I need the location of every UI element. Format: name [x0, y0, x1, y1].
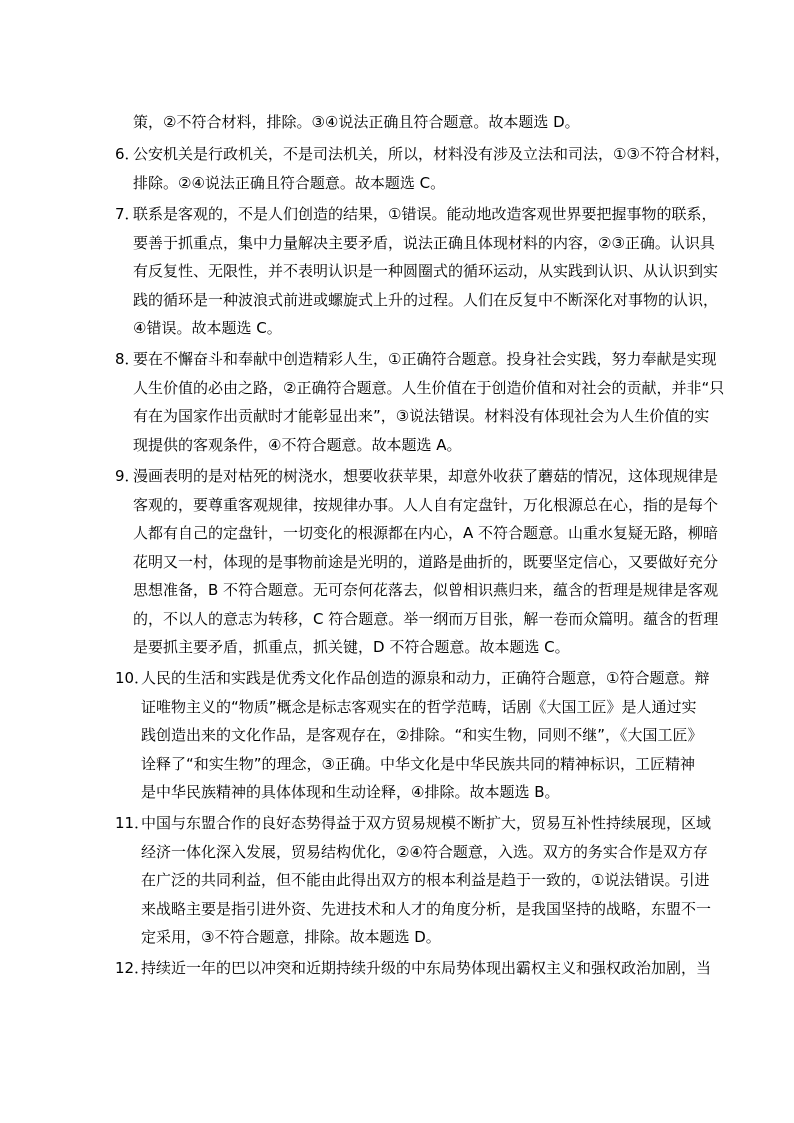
text-line: 中国与东盟合作的良好态势得益于双方贸易规模不断扩大，贸易互补性持续展现，区域 [141, 814, 712, 832]
text-line: 人都有自己的定盘针，一切变化的根源都在内心，A 不符合题意。山重水复疑无路，柳暗 [133, 524, 719, 542]
question-number: 11． [115, 814, 150, 832]
question-number: 7． [115, 205, 140, 223]
text-line: 要在不懈奋斗和奉献中创造精彩人生，①正确符合题意。投身社会实践，努力奉献是实现 [133, 350, 717, 368]
text-line: 诠释了“和实生物”的理念，③正确。中华文化是中华民族共同的精神标识，工匠精神 [141, 755, 695, 773]
text-line: 要善于抓重点，集中力量解决主要矛盾，说法正确且体现材料的内容，②③正确。认识具 [133, 234, 715, 252]
text-line: 证唯物主义的“物质”概念是标志客观实在的哲学范畴，话剧《大国工匠》是人通过实 [141, 698, 697, 716]
text-line: 思想准备，B 不符合题意。无可奈何花落去，似曾相识燕归来，蕴含的哲理是规律是客观 [133, 581, 719, 599]
text-line: 人民的生活和实践是优秀文化作品创造的源泉和动力，正确符合题意，①符合题意。辩 [141, 669, 710, 687]
text-line: 来战略主要是指引进外资、先进技术和人才的角度分析，是我国坚持的战略，东盟不一 [141, 900, 712, 918]
question-number: 9． [115, 467, 140, 485]
text-line: 是中华民族精神的具体体现和生动诠释，④排除。故本题选 B。 [141, 783, 560, 801]
text-line: 践的循环是一种波浪式前进或螺旋式上升的过程。人们在反复中不断深化对事物的认识， [133, 291, 719, 309]
question-number: 10． [115, 669, 150, 687]
text-line: 在广泛的共同利益，但不能由此得出双方的根本利益是趋于一致的，①说法错误。引进 [141, 871, 710, 889]
text-line: 花明又一村，体现的是事物前途是光明的，道路是曲折的，既要坚定信心，又要做好充分 [133, 553, 719, 571]
text-line: 排除。②④说法正确且符合题意。故本题选 C。 [133, 174, 446, 192]
text-line: 有反复性、无限性，并不表明认识是一种圆圈式的循环运动，从实践到认识、从认识到实 [133, 262, 719, 280]
text-line: 有在为国家作出贡献时才能彰显出来”，③说法错误。材料没有体现社会为人生价值的实 [133, 407, 710, 425]
text-line: 是要抓主要矛盾，抓重点，抓关键，D 不符合题意。故本题选 C。 [133, 638, 570, 656]
question-number: 6． [115, 145, 140, 163]
text-line: 定采用，③不符合题意，排除。故本题选 D。 [141, 928, 441, 946]
text-line: 持续近一年的巴以冲突和近期持续升级的中东局势体现出霸权主义和强权政治加剧，当 [141, 959, 712, 977]
question-number: 8． [115, 350, 140, 368]
text-line: 策，②不符合材料，排除。③④说法正确且符合题意。故本题选 D。 [133, 113, 580, 131]
text-line: ④错误。故本题选 C。 [133, 319, 282, 337]
text-line: 践创造出来的文化作品，是客观存在，②排除。“和实生物，同则不继”，《大国工匠》 [141, 726, 703, 744]
text-line: 的，不以人的意志为转移，C 符合题意。举一纲而万目张，解一卷而众篇明。蕴含的哲理 [133, 610, 719, 628]
question-number: 12． [115, 959, 150, 977]
text-line: 现提供的客观条件，④不符合题意。故本题选 A。 [133, 436, 462, 454]
text-line: 联系是客观的，不是人们创造的结果，①错误。能动地改造客观世界要把握事物的联系， [133, 205, 717, 223]
text-line: 人生价值的必由之路，②正确符合题意。人生价值在于创造价值和对社会的贡献，并非“只 [133, 379, 725, 397]
text-line: 公安机关是行政机关，不是司法机关，所以，材料没有涉及立法和司法，①③不符合材料， [133, 145, 730, 163]
text-line: 客观的，要尊重客观规律，按规律办事。人人自有定盘针，万化根源总在心，指的是每个 [133, 496, 719, 514]
text-line: 经济一体化深入发展，贸易结构优化，②④符合题意，入选。双方的务实合作是双方存 [141, 843, 708, 861]
text-line: 漫画表明的是对枯死的树浇水，想要收获苹果，却意外收获了蘑菇的情况，这体现规律是 [133, 467, 719, 485]
